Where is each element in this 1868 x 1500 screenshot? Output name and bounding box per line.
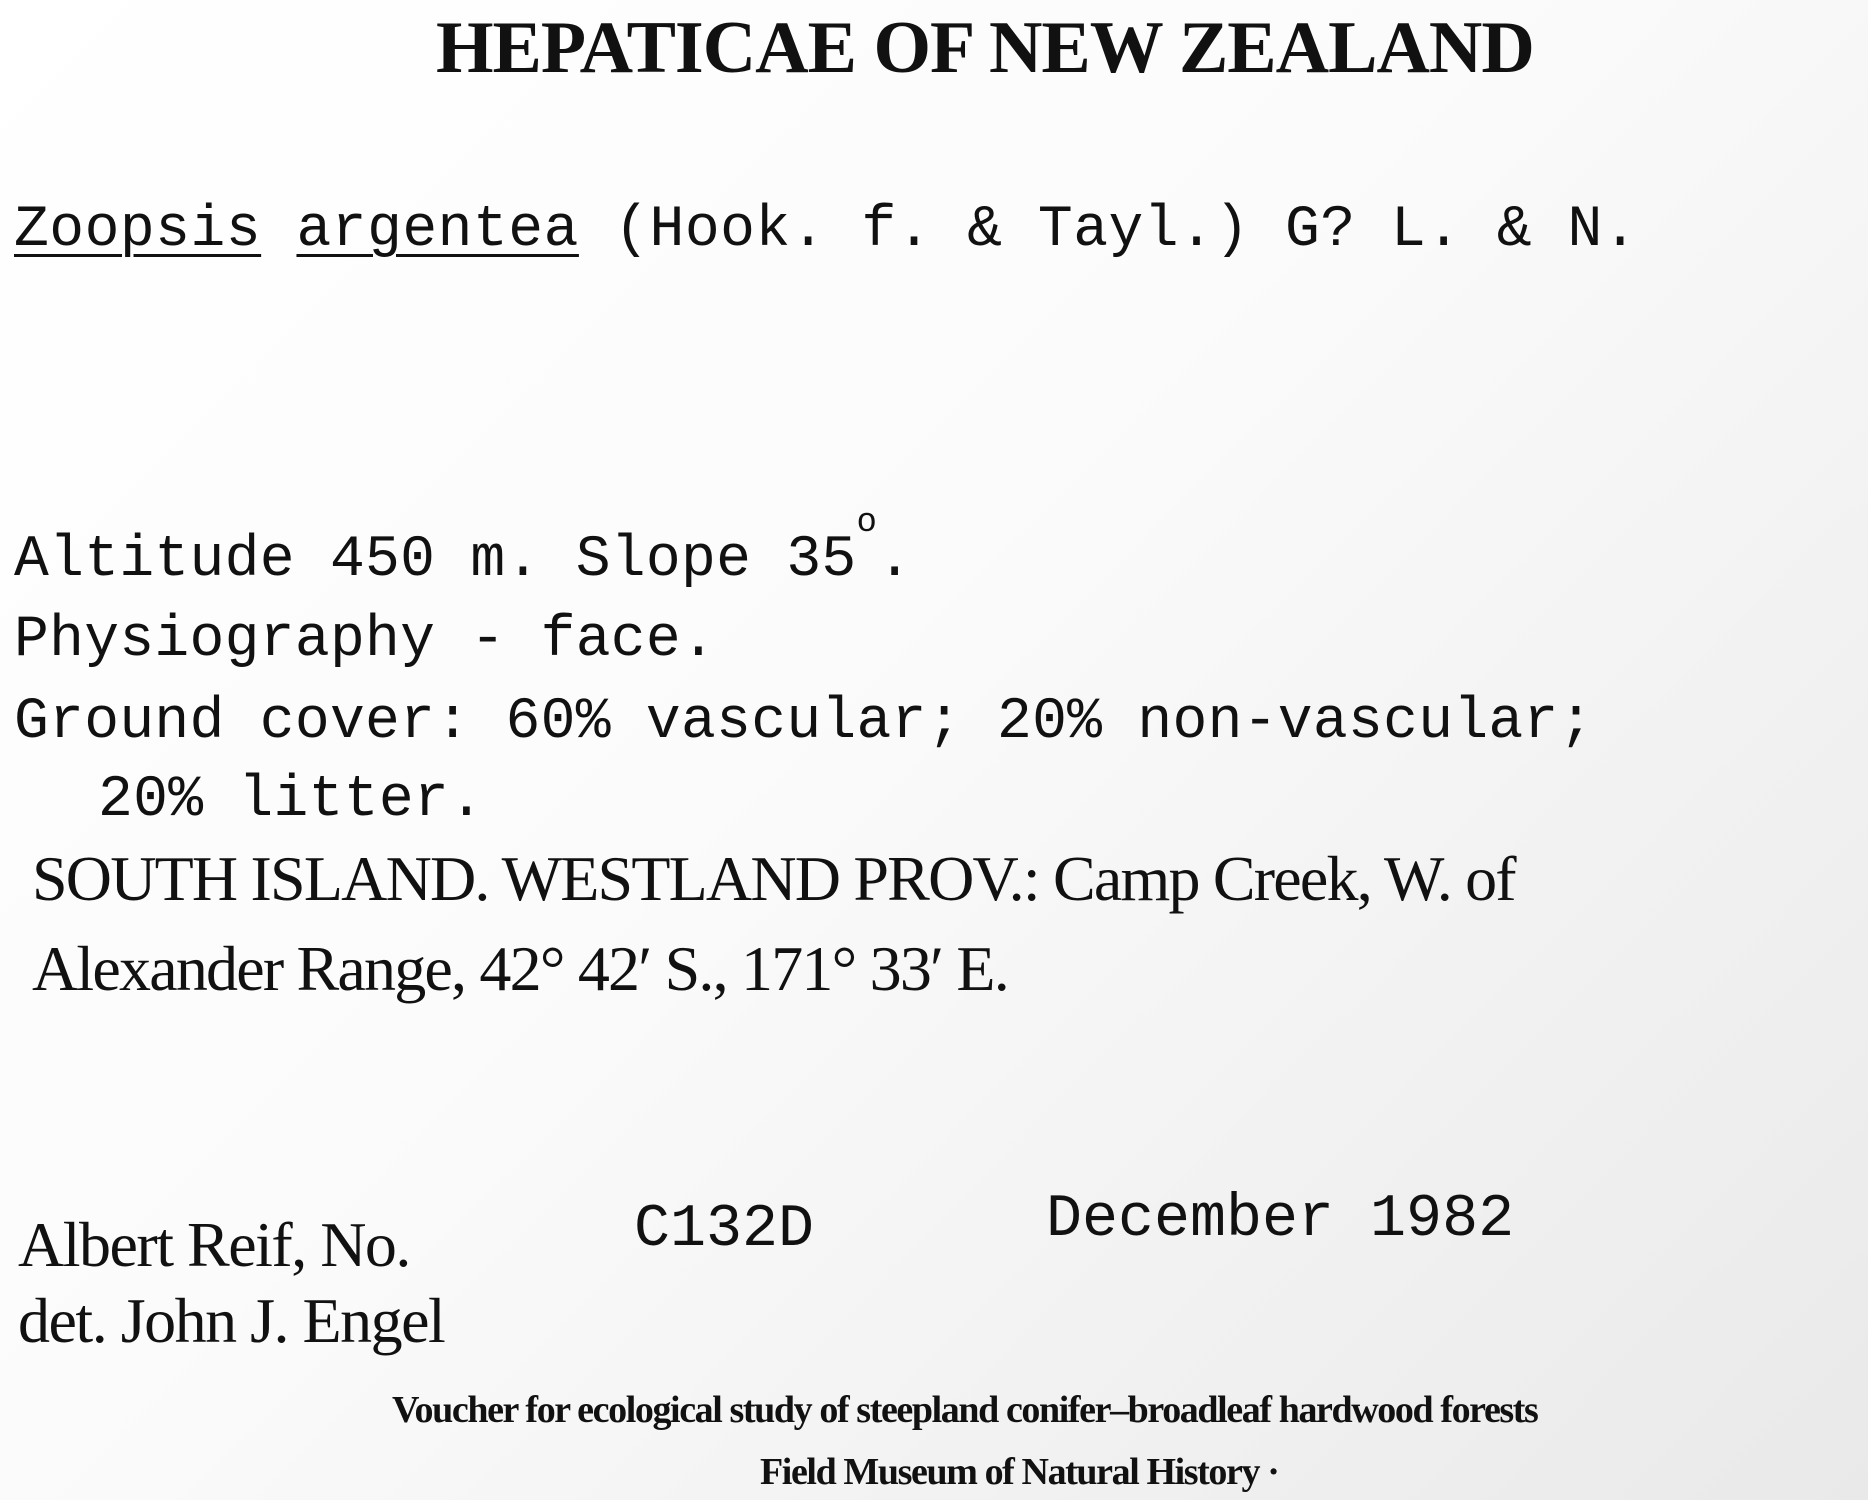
label-header: HEPATICAE OF NEW ZEALAND xyxy=(436,7,1534,89)
locality-line-1: SOUTH ISLAND. WESTLAND PROV.: Camp Creek, W. of xyxy=(32,843,1515,914)
altitude-slope-end: . xyxy=(877,528,913,593)
footer-line-2: Field Museum of Natural History · xyxy=(760,1451,1279,1493)
taxon-authority: (Hook. f. & Tayl.) G? L. & N. xyxy=(614,198,1639,263)
altitude-slope-text: Altitude 450 m. Slope 35 xyxy=(14,528,857,593)
degree-mark: o xyxy=(856,504,878,542)
collector: Albert Reif, No. xyxy=(18,1209,410,1280)
physiography-line: Physiography - face. xyxy=(14,608,717,673)
collection-number: C132D xyxy=(634,1196,815,1264)
collection-date: December 1982 xyxy=(1046,1186,1515,1254)
altitude-slope-line xyxy=(14,504,913,593)
taxon-name xyxy=(14,198,1638,263)
footer-line-1: Voucher for ecological study of steepland conifer–broadleaf hardwood forests xyxy=(392,1389,1538,1431)
locality-line-2: Alexander Range, 42° 42′ S., 171° 33′ E. xyxy=(32,933,1008,1004)
determiner: det. John J. Engel xyxy=(18,1285,445,1356)
taxon-genus: Zoopsis xyxy=(14,198,262,263)
ground-cover-line-2: 20% litter. xyxy=(98,768,485,833)
ground-cover-line-1: Ground cover: 60% vascular; 20% non-vascular; xyxy=(14,690,1594,755)
taxon-species: argentea xyxy=(296,198,579,263)
